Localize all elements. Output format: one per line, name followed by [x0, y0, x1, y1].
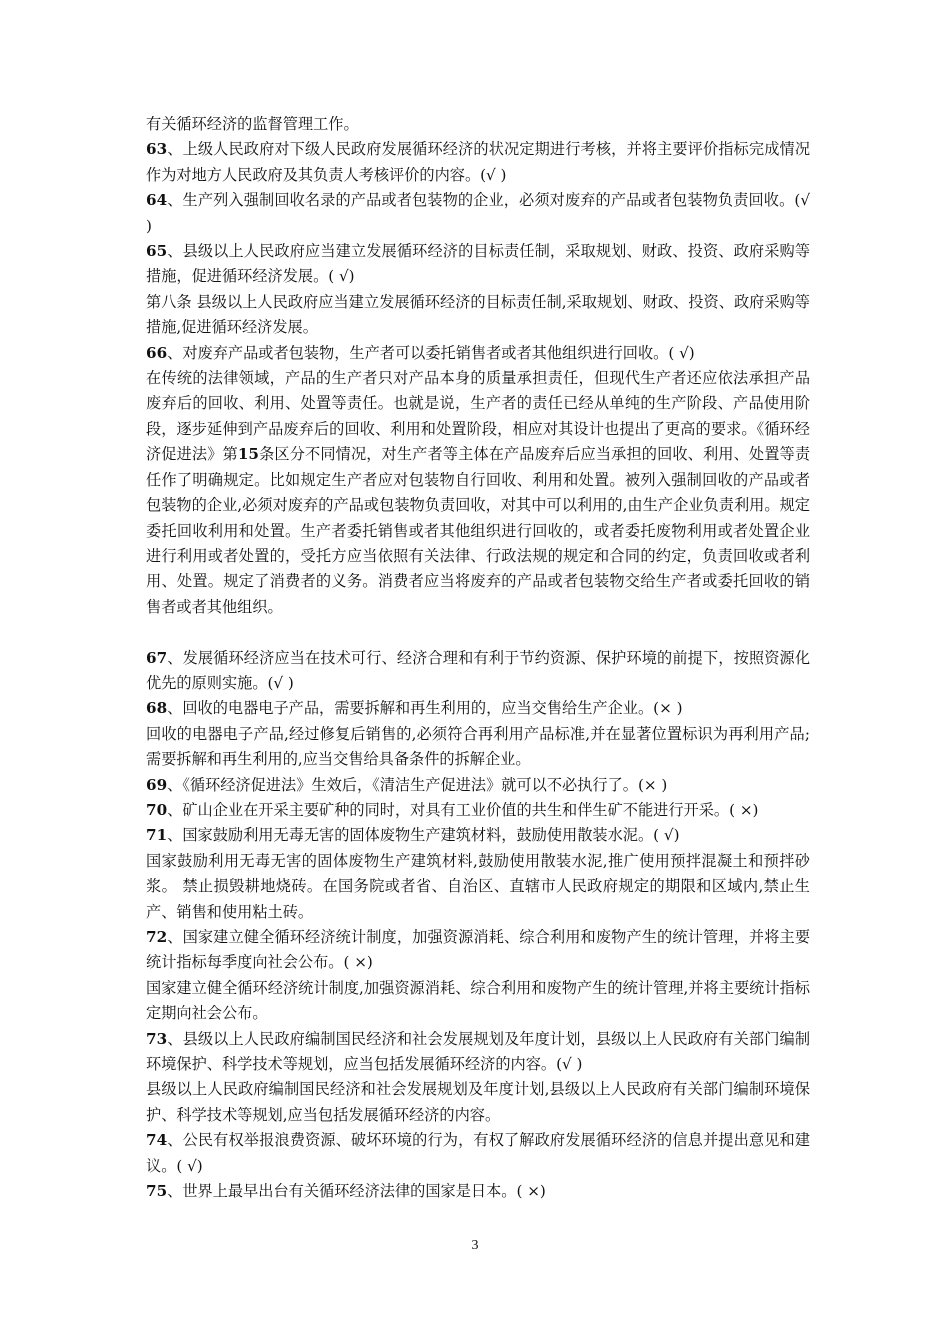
question-item	[146, 646, 810, 697]
question-number: 64	[146, 191, 168, 210]
question-text: 、对废弃产品或者包装物，生产者可以委托销售者或者其他组织进行回收。( √)	[167, 343, 695, 362]
question-item	[146, 1027, 810, 1078]
question-text: 、公民有权举报浪费资源、破坏环境的行为，有权了解政府发展循环经济的信息并提出意见和建议。( √)	[146, 1131, 810, 1175]
question-text: 、县级以上人民政府应当建立发展循环经济的目标责任制，采取规划、财政、投资、政府采购等措施，促进循环经济发展。( √)	[146, 242, 810, 286]
question-text: 、上级人民政府对下级人民政府发展循环经济的状况定期进行考核，并将主要评价指标完成情况作为对地方人民政府及其负责人考核评价的内容。(√ )	[146, 140, 810, 184]
question-number: 69	[146, 775, 168, 794]
question-number: 75	[146, 1182, 168, 1201]
explanation-segment: 条区分不同情况，对生产者等主体在产品废弃后应当承担的回收、利用、处置等责任作了明确规定。比如规定生产者应对包装物自行回收、利用和处置。被列入强制回收的产品或者包装物的企业,必须对废弃的产品或包装物负责回收，对其中可以利用的,由生产企业负责利用。规定委托回收利用和处置。生产者委托销售或者其他组织进行回收的，或者委托废物利用或者处置企业进行利用或者处置的，受托方应当依照有关法律、行政法规的规定和合同的约定，负责回收或者利用、处置。规定了消费者的义务。消费者应当将废弃的产品或者包装物交给生产者或委托回收的销售者或者其他组织。	[146, 445, 811, 616]
explanation-paragraph: 县级以上人民政府编制国民经济和社会发展规划及年度计划,县级以上人民政府有关部门编制环境保护、科学技术等规划,应当包括发展循环经济的内容。	[146, 1080, 810, 1124]
explanation-paragraph: 有关循环经济的监督管理工作。	[146, 115, 359, 133]
explanation-segment: 15	[237, 445, 259, 464]
document-body	[146, 112, 810, 1204]
question-text: 、回收的电器电子产品，需要拆解和再生利用的，应当交售给生产企业。(× )	[167, 699, 683, 718]
question-number: 66	[146, 343, 168, 362]
explanation-segment: 在传统的法律领域，产品的生产者只对产品本身的质量承担责任，但现代生产者还应依法承担产品废弃后的回收、利用、处置等责任。也就是说，生产者的责任已经从单纯的生产阶段、产品使用阶段，逐步延伸到产品废弃后的回收、利用和处置阶段，相应对其设计也提出了更高的要求。《循环经济促进法》第	[146, 369, 810, 464]
explanation-paragraph: 回收的电器电子产品,经过修复后销售的,必须符合再利用产品标准,并在显著位置标识为再利用产品;需要拆解和再生利用的,应当交售给具备条件的拆解企业。	[146, 724, 810, 769]
page-number: 3	[471, 1238, 479, 1253]
explanation-paragraph: 国家建立健全循环经济统计制度,加强资源消耗、综合利用和废物产生的统计管理,并将主要统计指标定期向社会公布。	[146, 978, 810, 1023]
question-number: 71	[146, 826, 168, 845]
question-number: 65	[146, 242, 168, 261]
explanation-paragraph: 第八条 县级以上人民政府应当建立发展循环经济的目标责任制,采取规划、财政、投资、政府采购等措施,促进循环经济发展。	[146, 292, 810, 337]
question-item	[146, 1179, 810, 1204]
question-number: 63	[146, 140, 168, 159]
question-number: 68	[146, 699, 168, 718]
question-item	[146, 696, 810, 721]
question-text: 、国家建立健全循环经济统计制度，加强资源消耗、综合利用和废物产生的统计管理，并将主要统计指标每季度向社会公布。( ×)	[146, 927, 810, 972]
question-number: 73	[146, 1029, 168, 1048]
question-item	[146, 239, 810, 290]
explanation-paragraph: 国家鼓励利用无毒无害的固体废物生产建筑材料,鼓励使用散装水泥,推广使用预拌混凝土和预拌砂浆。 禁止损毁耕地烧砖。在国务院或者省、自治区、直辖市人民政府规定的期限和区域内,禁止生产、销售和使用粘土砖。	[146, 851, 810, 921]
question-text: 、《循环经济促进法》生效后，《清洁生产促进法》就可以不必执行了。(× )	[167, 775, 668, 794]
question-number: 74	[146, 1131, 168, 1150]
question-text: 、世界上最早出台有关循环经济法律的国家是日本。( ×)	[167, 1182, 546, 1201]
question-item	[146, 773, 810, 798]
question-number: 72	[146, 927, 168, 946]
question-item	[146, 341, 810, 366]
question-number: 67	[146, 648, 168, 667]
question-item	[146, 823, 810, 848]
blank-line	[146, 620, 810, 645]
question-item	[146, 925, 810, 976]
question-text: 、发展循环经济应当在技术可行、经济合理和有利于节约资源、保护环境的前提下，按照资源化优先的原则实施。(√ )	[146, 648, 810, 692]
question-item	[146, 188, 810, 239]
question-number: 70	[146, 800, 168, 819]
question-item	[146, 798, 810, 823]
question-item	[146, 137, 810, 188]
explanation-paragraph	[146, 366, 810, 620]
question-text: 、国家鼓励利用无毒无害的固体废物生产建筑材料，鼓励使用散装水泥。( √)	[167, 826, 680, 845]
question-item	[146, 1128, 810, 1179]
question-text: 、生产列入强制回收名录的产品或者包装物的企业，必须对废弃的产品或者包装物负责回收。(√ )	[146, 191, 810, 235]
question-text: 、县级以上人民政府编制国民经济和社会发展规划及年度计划，县级以上人民政府有关部门编制环境保护、科学技术等规划，应当包括发展循环经济的内容。(√ )	[146, 1029, 810, 1074]
question-text: 、矿山企业在开采主要矿种的同时，对具有工业价值的共生和伴生矿不能进行开采。( ×)	[167, 800, 759, 819]
